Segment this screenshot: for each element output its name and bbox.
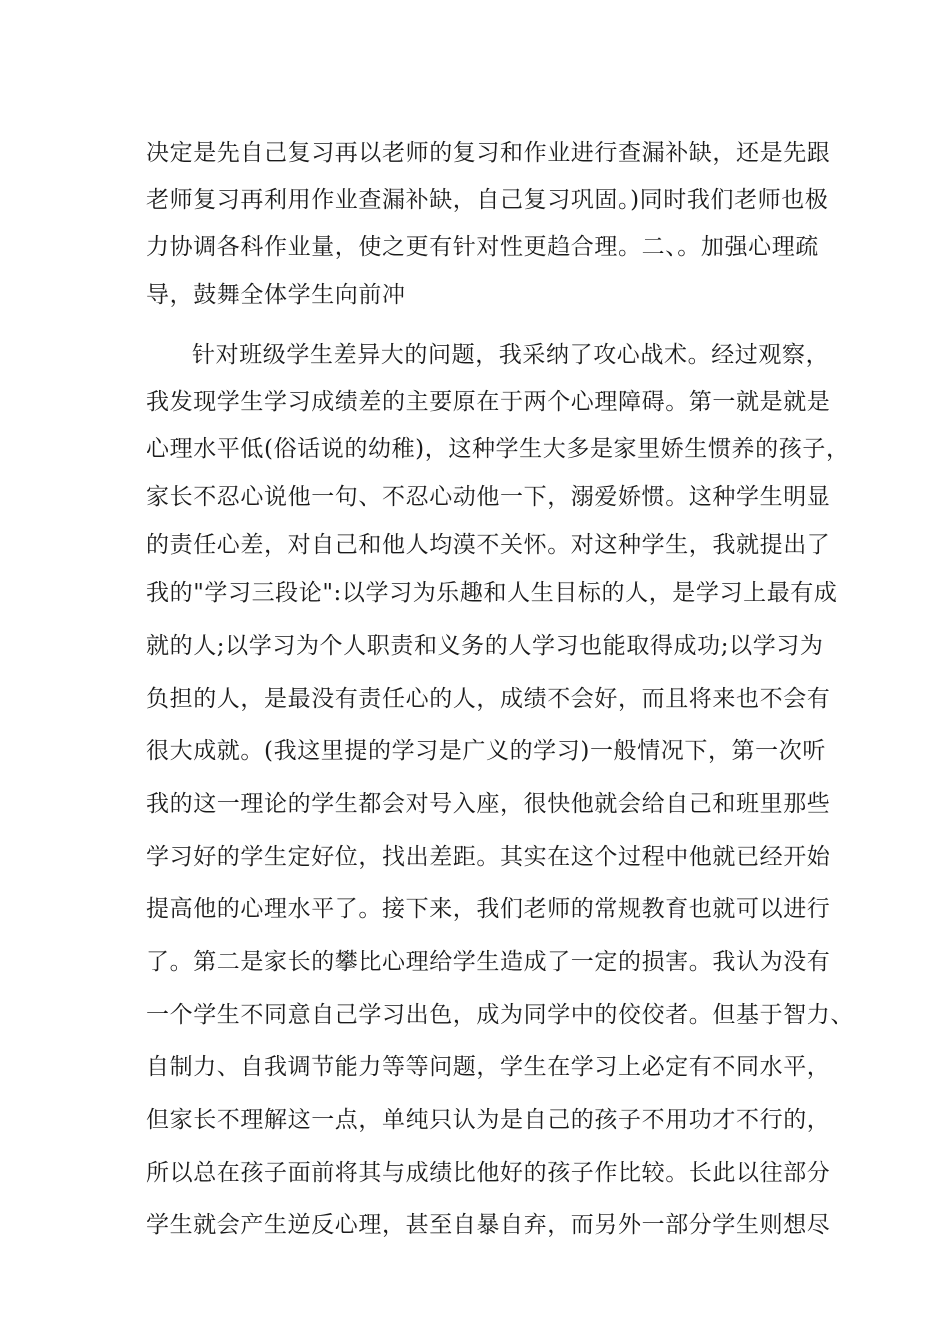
text-line: 我发现学生学习成绩差的主要原在于两个心理障碍。第一就是就是 (146, 389, 831, 415)
text-line: 我的"学习三段论":以学习为乐趣和人生目标的人，是学习上最有成 (146, 580, 838, 606)
text-line: 但家长不理解这一点，单纯只认为是自己的孩子不用功才不行的， (146, 1107, 831, 1133)
text-line: 自制力、自我调节能力等等问题，学生在学习上必定有不同水平， (146, 1054, 831, 1080)
text-line: 负担的人，是最没有责任心的人，成绩不会好，而且将来也不会有 (146, 686, 831, 712)
text-line: 针对班级学生差异大的问题，我采纳了攻心战术。经过观察， (192, 342, 830, 368)
text-line: 很大成就。(我这里提的学习是广义的学习)一般情况下，第一次听 (146, 738, 826, 764)
text-line: 心理水平低(俗话说的幼稚)，这种学生大多是家里娇生惯养的孩子， (146, 436, 850, 462)
text-line: 老师复习再利用作业查漏补缺，自己复习巩固。)同时我们老师也极 (146, 187, 829, 213)
text-line: 家长不忍心说他一句、不忍心动他一下，溺爱娇惯。这种学生明显 (146, 484, 831, 510)
text-line: 学习好的学生定好位，找出差距。其实在这个过程中他就已经开始 (146, 844, 831, 870)
text-line: 的责任心差，对自己和他人均漠不关怀。对这种学生，我就提出了 (146, 532, 831, 558)
text-line: 一个学生不同意自己学习出色，成为同学中的佼佼者。但基于智力、 (146, 1002, 854, 1028)
text-line: 提高他的心理水平了。接下来，我们老师的常规教育也就可以进行 (146, 896, 831, 922)
text-line: 我的这一理论的学生都会对号入座，很快他就会给自己和班里那些 (146, 791, 831, 817)
text-line: 了。第二是家长的攀比心理给学生造成了一定的损害。我认为没有 (146, 949, 831, 975)
text-line: 力协调各科作业量，使之更有针对性更趋合理。二、。加强心理疏 (146, 234, 819, 260)
text-line: 决定是先自己复习再以老师的复习和作业进行查漏补缺，还是先跟 (146, 140, 831, 166)
text-line: 所以总在孩子面前将其与成绩比他好的孩子作比较。长此以往部分 (146, 1160, 831, 1186)
text-line: 导，鼓舞全体学生向前冲 (146, 282, 406, 308)
text-line: 就的人;以学习为个人职责和义务的人学习也能取得成功;以学习为 (146, 633, 824, 659)
text-line: 学生就会产生逆反心理，甚至自暴自弃，而另外一部分学生则想尽 (146, 1212, 831, 1238)
